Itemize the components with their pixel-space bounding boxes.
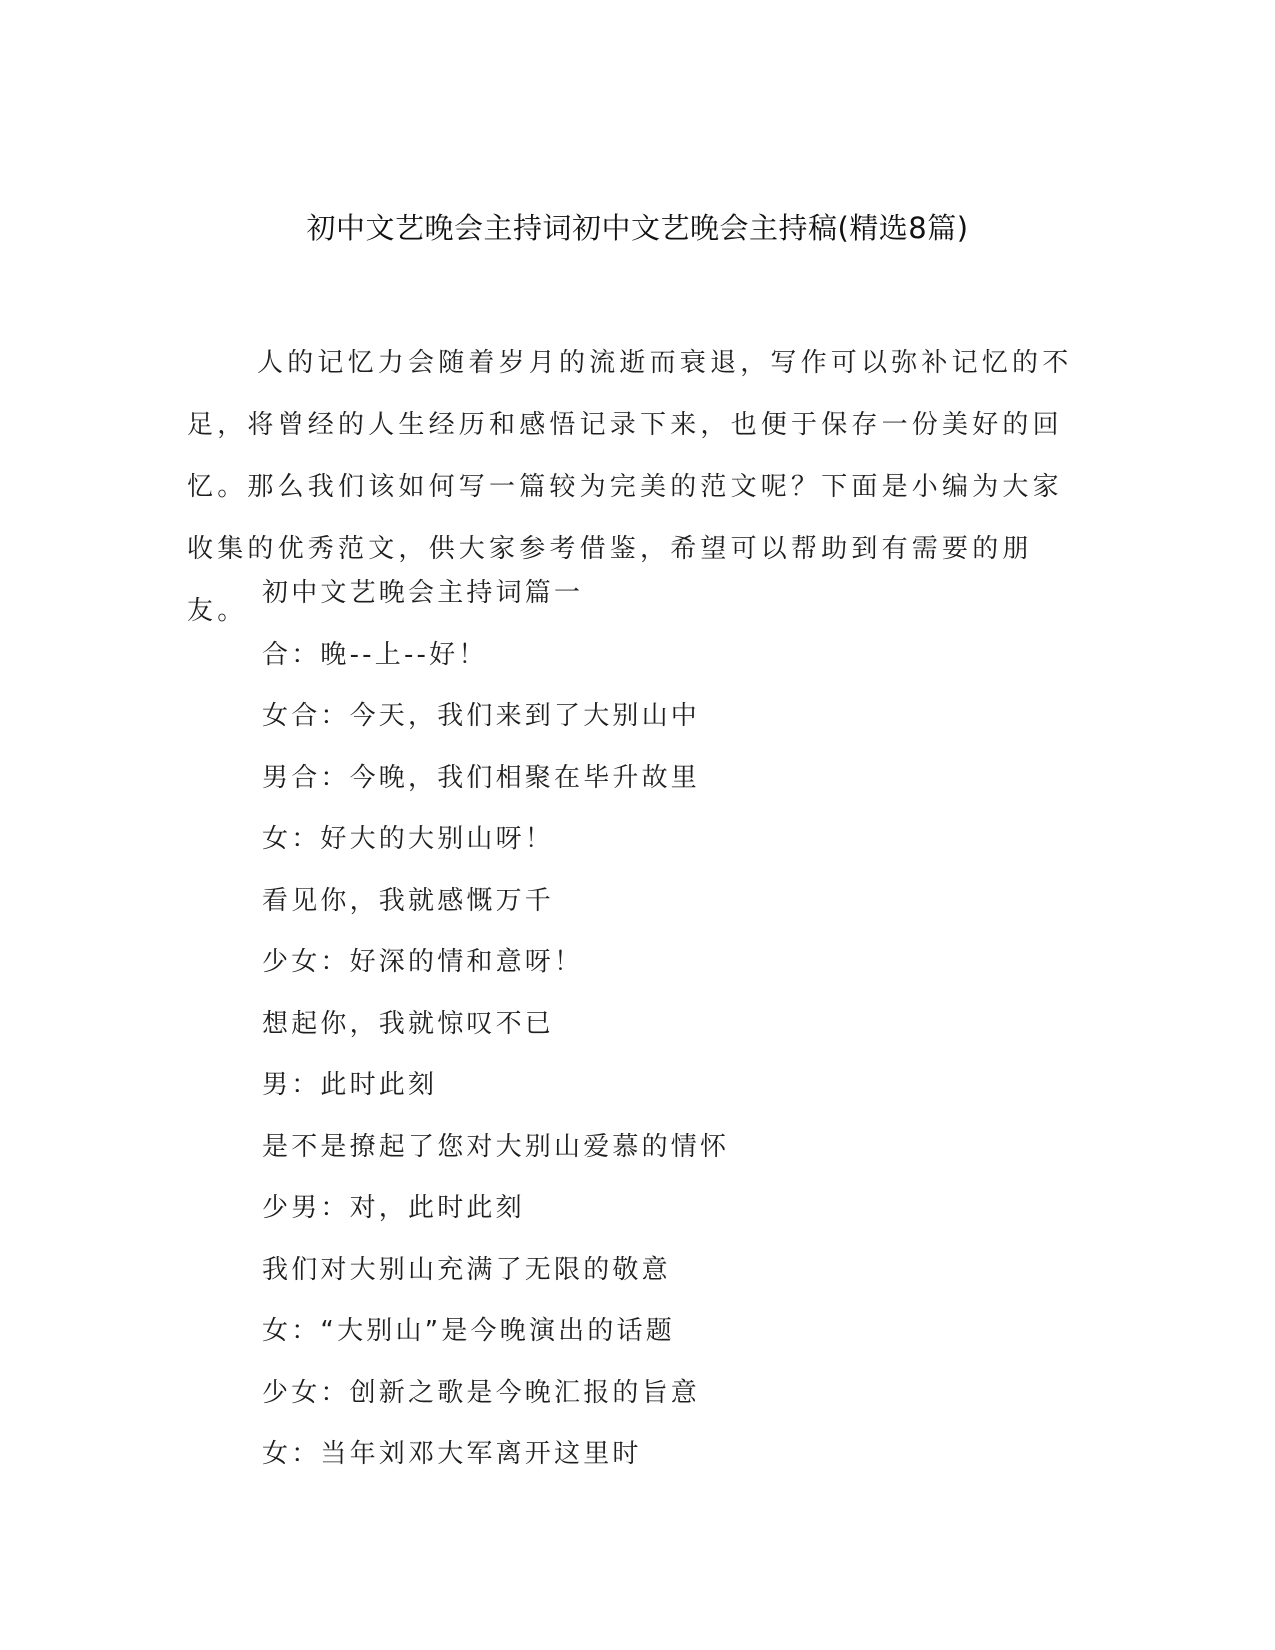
script-line: 女：好大的大别山呀！	[262, 824, 555, 854]
script-line: 合：晚--上--好！	[262, 639, 488, 670]
script-line: 看见你，我就感慨万千	[262, 885, 555, 916]
script-line: 想起你，我就惊叹不已	[262, 1008, 555, 1039]
script-line: 女：当年刘邓大军离开这里时	[262, 1439, 642, 1469]
script-line: 少女：创新之歌是今晚汇报的旨意	[262, 1377, 701, 1408]
script-line: 是不是撩起了您对大别山爱慕的情怀	[262, 1131, 730, 1162]
script-line: 女：“大别山”是今晚演出的话题	[262, 1316, 675, 1346]
script-line: 初中文艺晚会主持词篇一	[262, 578, 584, 608]
script-line: 少男：对，此时此刻	[262, 1193, 525, 1223]
document-title: 初中文艺晚会主持词初中文艺晚会主持稿(精选8篇)	[306, 211, 969, 245]
script-line: 我们对大别山充满了无限的敬意	[262, 1254, 671, 1285]
script-line: 男：此时此刻	[262, 1070, 438, 1100]
script-lines	[262, 573, 1062, 1496]
intro-paragraph: 人的记忆力会随着岁月的流逝而衰退，写作可以弥补记忆的不足，将曾经的人生经历和感悟记录下来，也便于保存一份美好的回忆。那么我们该如何写一篇较为完美的范文呢？下面是小编为大家收集的优秀范文，供大家参考借鉴，希望可以帮助到有需要的朋友。	[187, 348, 1073, 626]
script-line: 女合：今天，我们来到了大别山中	[262, 701, 701, 731]
script-line: 少女：好深的情和意呀！	[262, 947, 584, 977]
script-line: 男合：今晚，我们相聚在毕升故里	[262, 762, 701, 793]
